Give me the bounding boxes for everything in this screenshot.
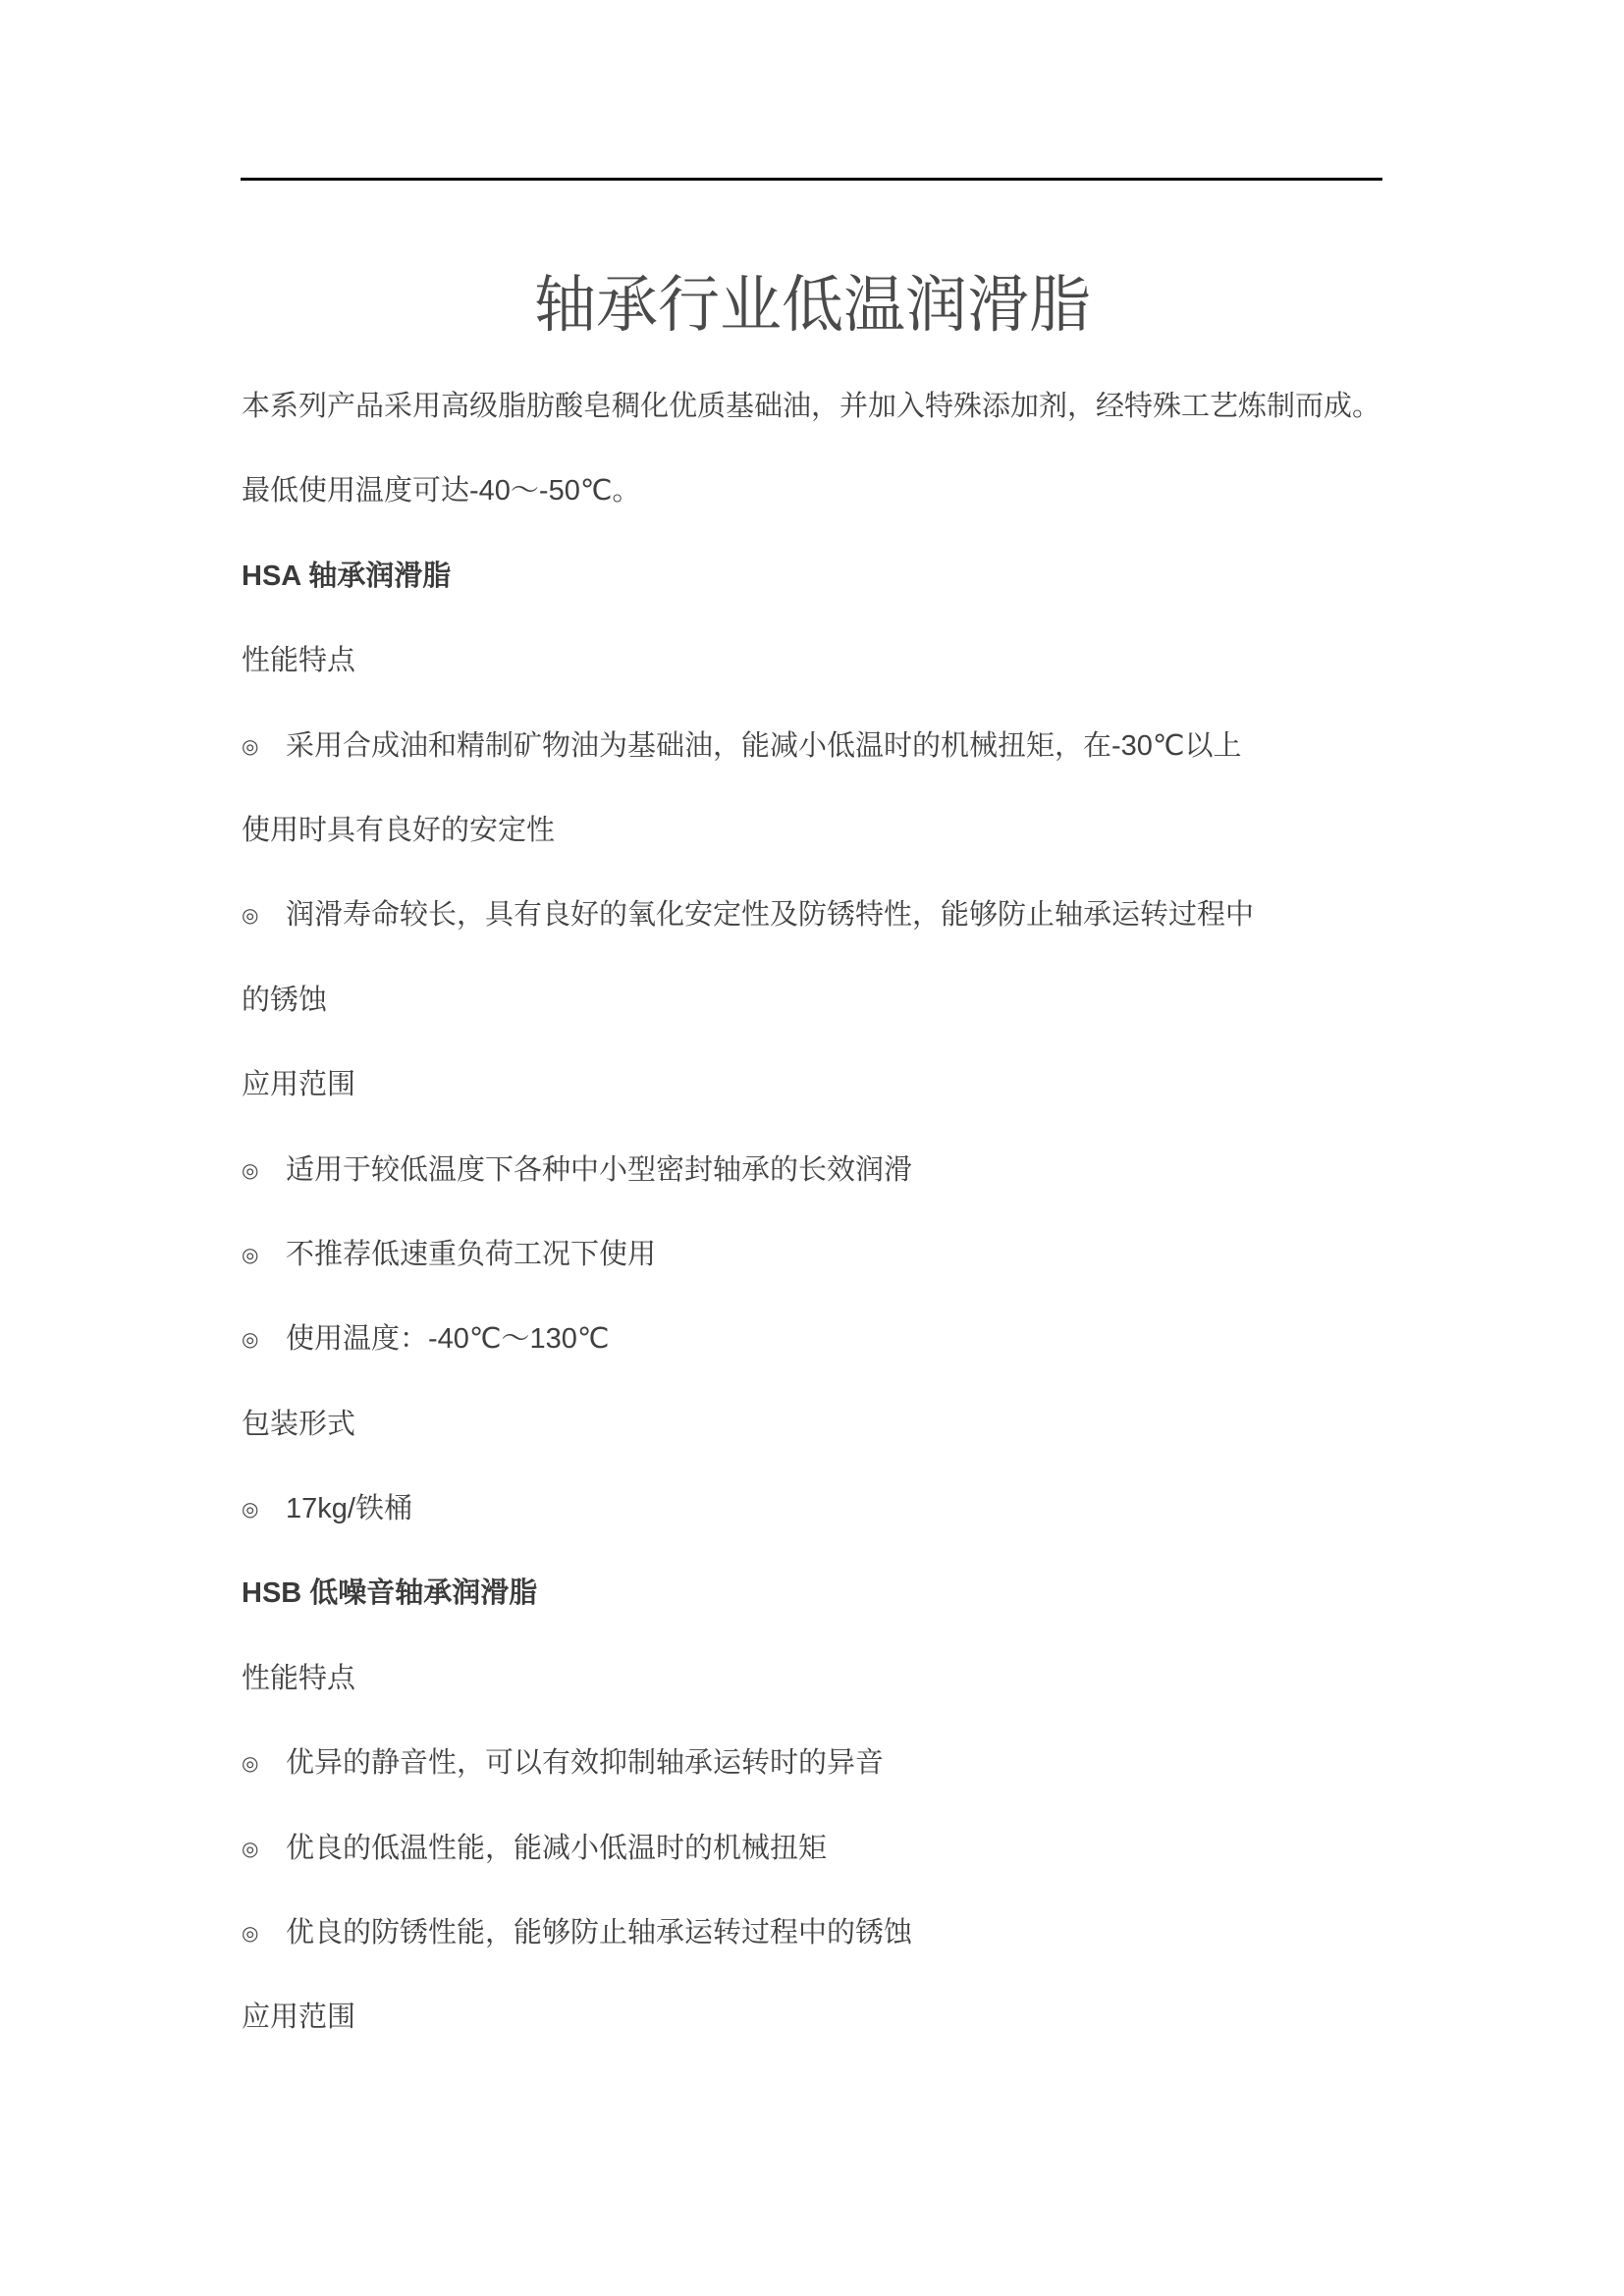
bullet-item: [242, 1128, 1400, 1212]
subheading-text: 性能特点: [242, 1662, 356, 1694]
document-body: [242, 364, 1400, 2060]
subheading-packaging: [242, 1382, 1400, 1467]
bullet-text: 采用合成油和精制矿物油为基础油，能减小低温时的机械扭矩，在-30℃以上: [286, 729, 1242, 762]
bullet-item: [242, 1891, 1400, 1975]
subheading-performance: [242, 618, 1400, 703]
subheading-text: 性能特点: [242, 645, 356, 677]
bullet-icon: ◎: [242, 1159, 259, 1182]
bullet-item: [242, 1297, 1400, 1381]
subheading-performance: [242, 1636, 1400, 1721]
subheading-text: 包装形式: [242, 1408, 356, 1440]
paragraph-text: 使用时具有良好的安定性: [242, 814, 556, 846]
bullet-text: 优良的防锈性能，能够防止轴承运转过程中的锈蚀: [286, 1917, 913, 1949]
bullet-text: 润滑寿命较长，具有良好的氧化安定性及防锈特性，能够防止轴承运转过程中: [286, 899, 1255, 932]
bullet-item: [242, 873, 1400, 957]
bullet-icon: ◎: [242, 1753, 259, 1776]
bullet-item: [242, 1212, 1400, 1297]
subheading-text: 应用范围: [242, 1069, 356, 1101]
page-title: 轴承行业低温润滑脂: [534, 271, 1091, 340]
paragraph-text: 最低使用温度可达-40～-50℃。: [242, 475, 641, 507]
bullet-icon: ◎: [242, 905, 259, 928]
bullet-item: [242, 1721, 1400, 1805]
heading-text: HSA 轴承润滑脂: [242, 560, 452, 592]
bullet-icon: ◎: [242, 735, 259, 758]
bullet-icon: ◎: [242, 1499, 259, 1522]
bullet-icon: ◎: [242, 1329, 259, 1352]
paragraph-line: [242, 449, 1400, 533]
section-heading-hsb: [242, 1551, 1400, 1635]
bullet-icon: ◎: [242, 1838, 259, 1860]
heading-text: HSB 低噪音轴承润滑脂: [242, 1577, 538, 1610]
paragraph-text: 本系列产品采用高级脂肪酸皂稠化优质基础油，并加入特殊添加剂，经特殊工艺炼制而成。: [242, 391, 1381, 422]
paragraph-line: [242, 364, 1400, 449]
bullet-text: 优异的静音性，可以有效抑制轴承运转时的异音: [286, 1747, 885, 1780]
bullet-item: [242, 1467, 1400, 1551]
section-heading-hsa: [242, 534, 1400, 618]
bullet-icon: ◎: [242, 1244, 259, 1266]
bullet-text: 不推荐低速重负荷工况下使用: [286, 1238, 657, 1270]
subheading-text: 应用范围: [242, 2002, 356, 2034]
bullet-text: 优良的低温性能，能减小低温时的机械扭矩: [286, 1832, 828, 1864]
bullet-item: [242, 1806, 1400, 1891]
horizontal-rule: [241, 178, 1382, 181]
subheading-application: [242, 1975, 1400, 2059]
paragraph-line: [242, 958, 1400, 1042]
bullet-icon: ◎: [242, 1923, 259, 1946]
bullet-text: 适用于较低温度下各种中小型密封轴承的长效润滑: [286, 1153, 913, 1186]
paragraph-text: 的锈蚀: [242, 984, 328, 1016]
bullet-text: 使用温度：-40℃～130℃: [286, 1323, 610, 1356]
paragraph-line: [242, 788, 1400, 873]
subheading-application: [242, 1042, 1400, 1127]
bullet-text: 17kg/铁桶: [286, 1493, 412, 1525]
bullet-item: [242, 704, 1400, 788]
